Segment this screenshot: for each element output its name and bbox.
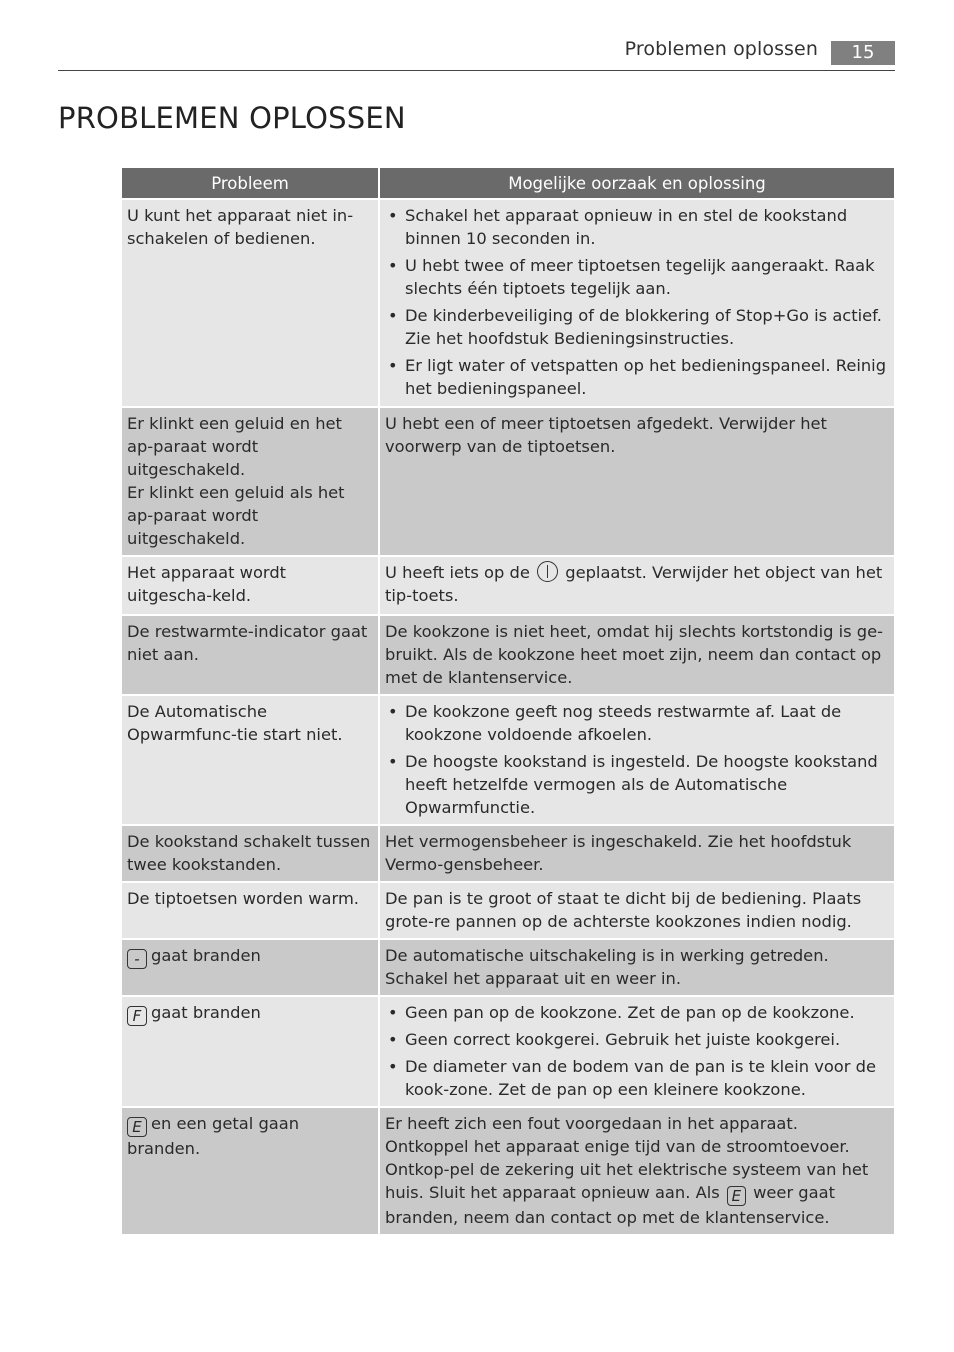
problem-cell xyxy=(122,940,378,995)
list-item: • Geen pan op de kookzone. Zet de pan op de kookzone. xyxy=(385,1001,889,1024)
solution-cell xyxy=(380,1108,894,1234)
table-row xyxy=(122,696,894,824)
e-symbol-icon: E xyxy=(727,1186,746,1206)
solution-cell: De automatische uitschakeling is in werking getreden. Schakel het apparaat uit en weer in. xyxy=(380,940,894,995)
column-header-problem: Probleem xyxy=(122,168,378,198)
list-item: • De kookzone geeft nog steeds restwarmte af. Laat de kookzone voldoende afkoelen. xyxy=(385,700,889,746)
column-header-solution: Mogelijke oorzaak en oplossing xyxy=(380,168,894,198)
problem-text: gaat branden xyxy=(151,946,261,965)
solution-list xyxy=(385,1001,889,1101)
table-row xyxy=(122,408,894,555)
solution-cell xyxy=(380,200,894,406)
problem-cell xyxy=(122,1108,378,1234)
power-icon xyxy=(537,561,558,582)
solution-list xyxy=(385,204,889,400)
problem-cell xyxy=(122,997,378,1106)
problem-cell: U kunt het apparaat niet in-schakelen of bedienen. xyxy=(122,200,378,406)
problem-text: gaat branden xyxy=(151,1003,261,1022)
e-symbol-icon: E xyxy=(127,1117,147,1137)
solution-text: geplaatst. Verwijder het object van het tip-toets. xyxy=(385,563,883,605)
list-item: • De hoogste kookstand is ingesteld. De hoogste kookstand heeft hetzelfde vermogen als de Automatische Opwarmfunctie. xyxy=(385,750,889,819)
table-row xyxy=(122,1108,894,1234)
troubleshooting-table xyxy=(120,166,896,1236)
solution-text: U heeft iets op de xyxy=(385,563,530,582)
list-item: • Geen correct kookgerei. Gebruik het juiste kookgerei. xyxy=(385,1028,889,1051)
solution-cell xyxy=(380,557,894,614)
list-item: • De kinderbeveiliging of de blokkering of Stop+Go is actief. Zie het hoofdstuk Bedieningsinstructies. xyxy=(385,304,889,350)
solution-cell: De kookzone is niet heet, omdat hij slechts kortstondig is ge-bruikt. Als de kookzone heet moet zijn, neem dan contact op met de klantenservice. xyxy=(380,616,894,694)
list-item: • U hebt twee of meer tiptoetsen tegelijk aangeraakt. Raak slechts één tiptoets tegelijk aan. xyxy=(385,254,889,300)
problem-text: en een getal gaan branden. xyxy=(127,1114,300,1158)
dash-symbol-icon: - xyxy=(127,949,147,969)
solution-cell xyxy=(380,997,894,1106)
solution-cell: U hebt een of meer tiptoetsen afgedekt. Verwijder het voorwerp van de tiptoetsen. xyxy=(380,408,894,555)
solution-text: Er heeft zich een fout voorgedaan in het apparaat. xyxy=(385,1114,798,1133)
solution-text: Ontkoppel het apparaat enige tijd van de stroomtoevoer. Ontkop-pel de zekering uit het elektrische systeem van het huis. Sluit het apparaat opnieuw aan. Als xyxy=(385,1137,869,1202)
problem-cell: Het apparaat wordt uitgescha-keld. xyxy=(122,557,378,614)
problem-cell xyxy=(122,408,378,555)
page-number: 15 xyxy=(831,41,895,65)
solution-list xyxy=(385,700,889,819)
solution-cell: Het vermogensbeheer is ingeschakeld. Zie het hoofdstuk Vermo-gensbeheer. xyxy=(380,826,894,881)
header-divider xyxy=(58,70,895,71)
table-row xyxy=(122,997,894,1106)
running-header-title: Problemen oplossen xyxy=(624,38,818,60)
table-row xyxy=(122,883,894,938)
table-row xyxy=(122,557,894,614)
problem-text: Er klinkt een geluid en het ap-paraat wordt uitgeschakeld. xyxy=(127,414,342,479)
solution-cell: De pan is te groot of staat te dicht bij de bediening. Plaats grote-re pannen op de achterste kookzones indien nodig. xyxy=(380,883,894,938)
table-header-row xyxy=(122,168,894,198)
table-row xyxy=(122,616,894,694)
solution-text: weer gaat branden, neem dan contact op met de klantenservice. xyxy=(385,1183,835,1227)
table-row xyxy=(122,200,894,406)
solution-cell xyxy=(380,696,894,824)
problem-cell: De Automatische Opwarmfunc-tie start niet. xyxy=(122,696,378,824)
page-title: PROBLEMEN OPLOSSEN xyxy=(58,101,406,135)
problem-cell: De kookstand schakelt tussen twee kookstanden. xyxy=(122,826,378,881)
list-item: • De diameter van de bodem van de pan is te klein voor de kook-zone. Zet de pan op een kleinere kookzone. xyxy=(385,1055,889,1101)
problem-cell: De tiptoetsen worden warm. xyxy=(122,883,378,938)
problem-text: Er klinkt een geluid als het ap-paraat wordt uitgeschakeld. xyxy=(127,483,345,548)
table-row xyxy=(122,940,894,995)
f-symbol-icon: F xyxy=(127,1006,147,1026)
list-item: • Schakel het apparaat opnieuw in en stel de kookstand binnen 10 seconden in. xyxy=(385,204,889,250)
table-row xyxy=(122,826,894,881)
problem-cell: De restwarmte-indicator gaat niet aan. xyxy=(122,616,378,694)
list-item: • Er ligt water of vetspatten op het bedieningspaneel. Reinig het bedieningspaneel. xyxy=(385,354,889,400)
